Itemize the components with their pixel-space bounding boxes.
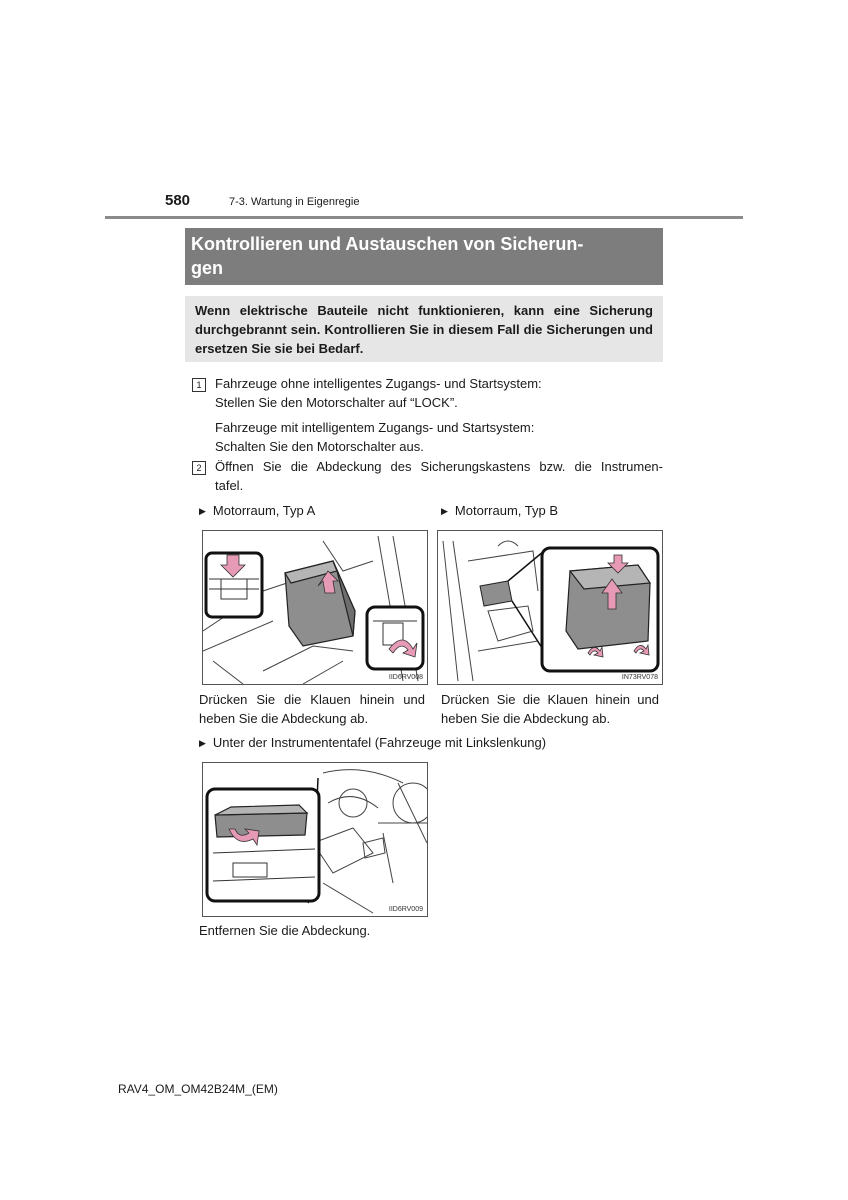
- step-1-line-3: Fahrzeuge mit intelligentem Zugangs- und Startsystem:: [215, 420, 535, 435]
- figure-c-code: IID6RV009: [388, 906, 423, 913]
- figure-c-label-text: Unter der Instrumententafel (Fahrzeuge mit Linkslenkung): [212, 735, 547, 750]
- step-2-text: [215, 457, 663, 495]
- detail-inset-right: [367, 607, 423, 669]
- figure-b-code: IN73RV078: [621, 674, 658, 681]
- header-rule: [105, 216, 743, 219]
- figure-engine-type-b: [437, 530, 663, 685]
- footer-doc-id: RAV4_OM_OM42B24M_(EM): [118, 1082, 278, 1096]
- figure-instrument-panel: [202, 762, 428, 917]
- figure-a-caption: Drücken Sie die Klauen hinein und heben Sie die Abdeckung ab.: [199, 692, 425, 726]
- step-1-number: 1: [192, 378, 206, 392]
- step-2-number: 2: [192, 461, 206, 475]
- step-2-line-1: Öffnen Sie die Abdeckung des Sicherungskastens bzw. die Instrumen-: [215, 459, 663, 474]
- figure-b-caption: Drücken Sie die Klauen hinein und heben Sie die Abdeckung ab.: [441, 692, 659, 726]
- section-title: 7-3. Wartung in Eigenregie: [229, 196, 360, 208]
- page-title: [185, 228, 663, 285]
- page-number: 580: [165, 192, 191, 209]
- figure-engine-type-a: [202, 530, 428, 685]
- engine-type-b-illustration: [438, 531, 662, 684]
- step-1-line-4: Schalten Sie den Motorschalter aus.: [215, 439, 424, 454]
- engine-type-a-illustration: [203, 531, 427, 684]
- figure-a-label-text: Motorraum, Typ A: [212, 503, 316, 518]
- figure-b-label: [441, 501, 558, 521]
- step-2-line-2: tafel.: [215, 478, 244, 493]
- bullet-triangle-icon: ▶: [199, 506, 206, 516]
- figure-a-code: IID6RV008: [388, 674, 423, 681]
- page-title-line-1: Kontrollieren und Austauschen von Sicherun-: [191, 234, 584, 254]
- step-1-line-1: Fahrzeuge ohne intelligentes Zugangs- und Startsystem:: [215, 376, 542, 391]
- figure-a-label: [199, 501, 315, 521]
- figure-c-caption: Entfernen Sie die Abdeckung.: [199, 923, 371, 938]
- figure-b-label-text: Motorraum, Typ B: [454, 503, 558, 518]
- bullet-triangle-icon: ▶: [441, 506, 448, 516]
- page-title-line-2: gen: [191, 258, 224, 278]
- instrument-panel-illustration: [203, 763, 427, 916]
- bullet-triangle-icon: ▶: [199, 738, 206, 748]
- intro-text: Wenn elektrische Bauteile nicht funktionieren, kann eine Sicherung durchgebrannt sein. Kontrollieren Sie in diesem Fall die Sicherungen und ersetzen Sie sie bei Bedarf.: [185, 296, 663, 362]
- step-1-text: [215, 374, 663, 456]
- figure-c-label: [199, 733, 546, 753]
- step-1-line-2: Stellen Sie den Motorschalter auf “LOCK”.: [215, 395, 458, 410]
